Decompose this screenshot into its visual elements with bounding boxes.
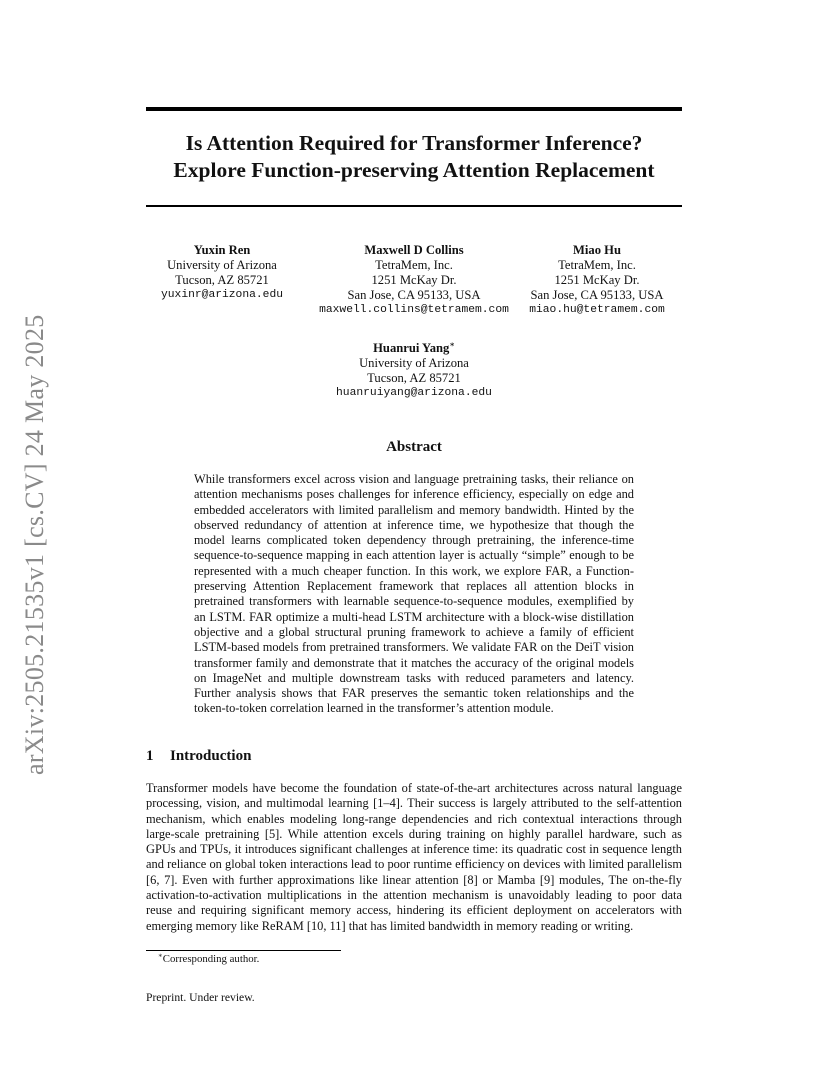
author-name: Yuxin Ren — [193, 243, 251, 257]
section-heading — [146, 748, 251, 765]
abstract-heading: Abstract — [386, 439, 442, 455]
paper-title-line-2: Explore Function-preserving Attention Replacement — [173, 158, 655, 182]
author-name: Huanrui Yang — [373, 341, 450, 355]
title-bottom-rule — [146, 205, 682, 207]
author-address: Tucson, AZ 85721 — [367, 371, 461, 385]
footnote-rule — [146, 950, 341, 951]
author-address: 1251 McKay Dr. — [371, 273, 457, 287]
author-name: Miao Hu — [573, 243, 621, 257]
title-top-rule — [146, 107, 682, 111]
author-address: San Jose, CA 95133, USA — [530, 288, 664, 302]
footnote-text: Corresponding author. — [162, 953, 260, 965]
author-address: Tucson, AZ 85721 — [175, 273, 269, 287]
author-address: San Jose, CA 95133, USA — [347, 288, 481, 302]
preprint-notice: Preprint. Under review. — [146, 991, 255, 1004]
author-name: Maxwell D Collins — [364, 243, 464, 257]
author-block — [487, 243, 707, 318]
section-number: 1 — [146, 748, 154, 764]
author-email: huanruiyang@arizona.edu — [336, 387, 492, 399]
paper-title-line-1: Is Attention Required for Transformer Inference? — [185, 131, 643, 155]
author-affiliation: University of Arizona — [359, 356, 469, 370]
author-email: maxwell.collins@tetramem.com — [319, 304, 509, 316]
author-address: 1251 McKay Dr. — [554, 273, 640, 287]
author-email: yuxinr@arizona.edu — [160, 289, 284, 301]
author-name-line — [304, 341, 524, 356]
arxiv-identifier: arXiv:2505.21535v1 [cs.CV] 24 May 2025 — [20, 314, 49, 775]
footnote — [158, 953, 259, 965]
author-affiliation: TetraMem, Inc. — [375, 258, 453, 272]
paper-title — [146, 130, 682, 184]
corresponding-author-marker: ∗ — [449, 339, 455, 349]
author-email: miao.hu@tetramem.com — [529, 304, 665, 316]
author-block — [304, 341, 524, 401]
footnote-marker: ∗ — [158, 951, 163, 960]
author-affiliation: University of Arizona — [167, 258, 277, 272]
section-title: Introduction — [170, 748, 252, 764]
author-affiliation: TetraMem, Inc. — [558, 258, 636, 272]
abstract-text: While transformers excel across vision and language pretraining tasks, their reliance on attention mechanisms poses challenges for inference efficiency, especially on edge and embedded accelerators with limited parallelism and memory bandwidth. Hinted by the observed redundancy of attention at inference time, we hypothesize that though the model learns complicated token dependency through pretraining, the inference-time sequence-to-sequence mapping in each attention layer is actually “simple” enough to be represented with a much cheaper function. In this work, we explore FAR, a Function-preserving Attention Replacement framework that replaces all attention blocks in pretrained transformers with learnable sequence-to-sequence modules, exemplified by an LSTM. FAR optimize a multi-head LSTM architecture with a block-wise distillation objective and a global structural pruning framework to achieve a family of efficient LSTM-based models from pretrained transformers. We validate FAR on the DeiT vision transformer family and demonstrate that it matches the accuracy of the original models on ImageNet and multiple downstream tasks with reduced parameters and latency. Further analysis shows that FAR preserves the semantic token relationships and the token-to-token correlation learned in the transformer’s attention module. — [194, 472, 634, 716]
introduction-text: Transformer models have become the foundation of state-of-the-art architectures across natural language processing, vision, and multimodal learning [1–4]. Their success is largely attributed to the self-attention mechanism, which enables modeling long-range dependencies and rich contextual interactions through large-scale pretraining [5]. While attention excels during training on highly parallel hardware, such as GPUs and TPUs, it introduces significant challenges at inference time: its quadratic cost in sequence length and reliance on global token interactions lead to poor runtime efficiency on devices with limited parallelism [6, 7]. Even with further approximations like linear attention [8] or Mamba [9] modules, The on-the-fly activation-to-activation multiplications in the attention mechanism is unavoidably leading to poor data reuse and requiring significant memory access, hindering its efficient deployment on accelerators with emerging memory like ReRAM [10, 11] that has limited bandwidth in memory reading or writing. — [146, 781, 682, 933]
